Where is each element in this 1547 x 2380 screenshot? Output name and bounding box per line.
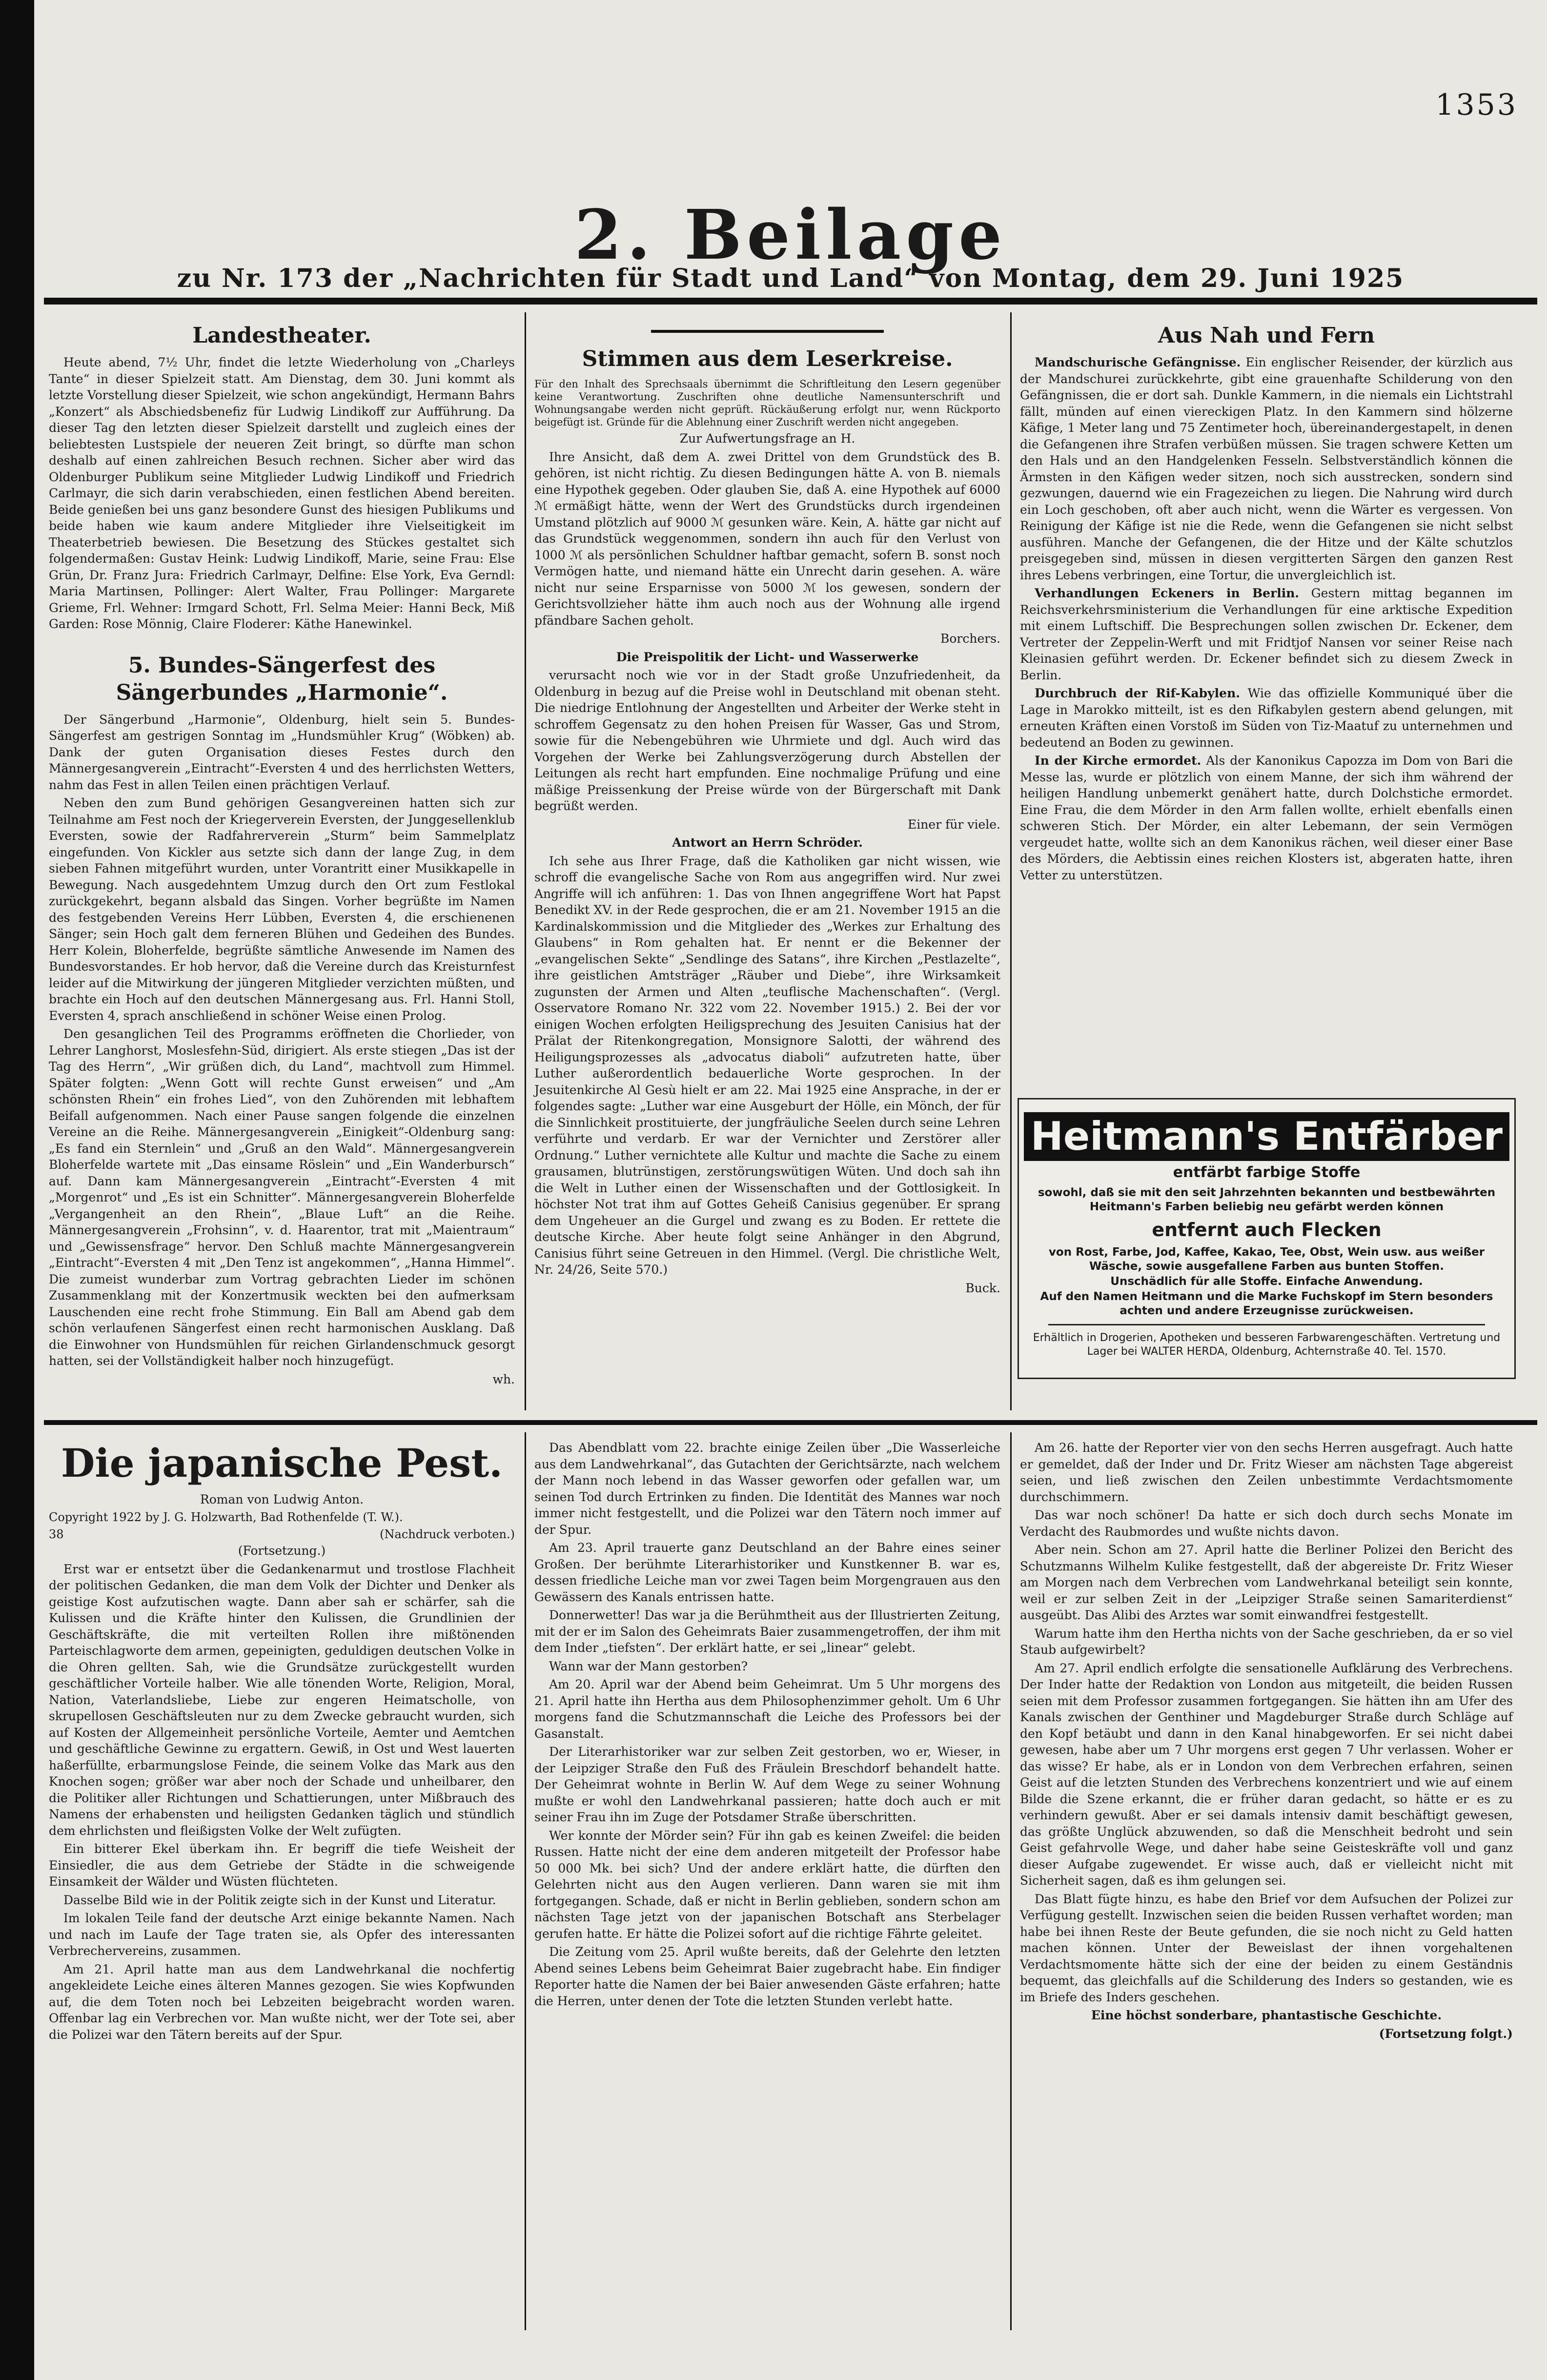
roman-divider-1 [525, 1432, 526, 2330]
item-kirche-text: Als der Kanonikus Capozza im Dom von Bari die Messe las, wurde er plötzlich von einem Manne, der sich ihm während der heiligen Handlung unbemerkt genähert hatte, durch Dolchstiche ermordet. Eine Frau, die dem Mörder in den Arm fallen wollte, erhielt ebenfalls einen schweren Stich. Der Mörder, ein alter Lebemann, der sein Vermögen vergeudet hatte, wollte sich an dem Kanonikus rächen, weil dieser einer Base des Mörders, die Aebtissin eines reichen Klosters ist, abgeraten hatte, ihren Vetter zu unterstützen. [1020, 753, 1513, 882]
stimmen-note: Für den Inhalt des Sprechsaals übernimmt die Schriftleitung den Lesern gegenüber keine Verantwortung. Zuschriften ohne deutliche Namensunterschrift und Wohnungsangabe werden nicht geprüft. Rückäußerung erfolgt nur, wenn Rückporto beigefügt ist. Gründe für die Ablehnung einer Zuschrift werden nicht angegeben. [534, 378, 1000, 428]
ad-line-3: Unschädlich für alle Stoffe. Einfache Anwendung. [1110, 1275, 1423, 1288]
ad-line-2: von Rost, Farbe, Jod, Kaffee, Kakao, Tee, Obst, Wein usw. aus weißer Wäsche, sowie ausgefallene Farben aus bunten Stoffen. [1048, 1246, 1485, 1273]
ad-line-1: sowohl, daß sie mit den seit Jahrzehnten bekannten und bestbewährten Heitmann's Farben beliebig neu gefärbt werden können [1038, 1186, 1496, 1213]
saengerfest-paragraph-3: Den gesanglichen Teil des Programms eröffneten die Chorlieder, von Lehrer Langhorst, Moslesfehn-Süd, dirigiert. Als erste stiegen „Das ist der Tag des Herrn“, „Wir grüßen dich, du Land“, machtvoll zum Himmel. Später folgten: „Wenn Gott will rechte Gunst erweisen“ und „Am schönsten Rhein“ ein frohes Lied“, von den Zuhörenden mit lebhaftem Beifall aufgenommen. Nach einer Pause sangen folgende die einzelnen Vereine an die Reihe. Männergesangverein „Einigkeit“-Oldenburg sang: „Es fand ein Sternlein“ und „Gruß an den Wald“. Männergesangverein Bloherfelde wartete mit „Das einsame Röslein“ und „Ein Wanderbursch“ auf. Dann kam Männergesangverein „Eintracht“-Eversten 4 mit „Morgenrot“ und „Es ist ein Schnitter“. Männergesangverein Bloherfelde „Vergangenheit an den Rhein“, „Blaue Luft“ an die Reihe. Männergesangverein „Frohsinn“, v. d. Haarentor, trat mit „Maientraum“ und „Gewissensfrage“ hervor. Den Schluß machte Männergesangverein „Eintracht“-Eversten 4 mit „Den Tenz ist angekommen“, „Hanna Himmel“. Die zumeist wunderbar zum Vortrag gebrachten Lieder im schönen Zusammenklang mit der Konzertmusik weckten bei den aufmerksam Lauschenden eine recht frohe Stimmung. Ein Ball am Abend gab dem schön verlaufenen Sängerfest einen recht harmonischen Ausklang. Daß die Einwohner von Hundsmühlen für reichen Girlandenschmuck gesorgt hatten, sei der Vollständigkeit halber noch hinzugefügt. [49, 1027, 515, 1368]
item-eckener-lead: Verhandlungen Eckeners in Berlin. [1035, 586, 1300, 600]
newspaper-page [34, 0, 1547, 2380]
roman-column-three [1020, 1440, 1513, 2044]
letter-preispolitik-heading: Die Preispolitik der Licht- und Wasserwerke [616, 650, 919, 664]
page-number: 1353 [1435, 88, 1518, 122]
item-rif-text: Wie das offizielle Kommuniqué über die Lage in Marokko mitteilt, ist es den Rifkabylen gestern abend gelungen, mit erneuten Kräften einen Vorstoß im Süden von Tiz-Maatuf zu unternehmen und bedeutend an Boden zu gewinnen. [1020, 686, 1513, 750]
item-gefaengnisse-lead: Mandschurische Gefängnisse. [1035, 355, 1241, 369]
roman-closing: Eine höchst sonderbare, phantastische Geschichte. [1091, 2008, 1442, 2022]
column-divider-1 [525, 312, 526, 1410]
scan-gutter [0, 0, 34, 2380]
item-rif-lead: Durchbruch der Rif-Kabylen. [1035, 686, 1240, 700]
supplement-subtitle: zu Nr. 173 der „Nachrichten für Stadt und Land“ von Montag, dem 29. Juni 1925 [177, 264, 1405, 293]
roman-c3-paragraph-1: Am 26. hatte der Reporter vier von den sechs Herren ausgefragt. Auch hatte er gemeldet, daß der Inder und Dr. Fritz Wieser am nächsten Tage abgereist seien, und ließ zwischen den Zeilen unbestimmte Verdachtsmomente durchschimmern. [1020, 1441, 1513, 1504]
roman-c3-paragraph-2: Das war noch schöner! Da hatte er sich doch durch sechs Monate im Verdacht des Raubmordes und wußte nichts davon. [1020, 1508, 1513, 1539]
roman-c2-paragraph-3: Donnerwetter! Das war ja die Berühmtheit aus der Illustrierten Zeitung, mit der er im Salon des Geheimrats Baier zusammengetroffen, der ihm mit dem Inder „tiefsten“. Der erklärt hatte, er sei „linear“ gelebt. [534, 1608, 1000, 1655]
roman-c3-paragraph-5: Am 27. April endlich erfolgte die sensationelle Aufklärung des Verbrechens. Der Inder hatte der Redaktion von London aus mitgeteilt, die beiden Russen seien mit dem Professor zusammen fortgegangen. Sie hätten ihn am Ufer des Kanals zwischen der Genthiner und Magdeburger Straße durch Schläge auf den Kopf betäubt und dann in den Kanal hinabgeworfen. Er sei nicht dabei gewesen, habe aber um 7 Uhr morgens erst gegen 7 Uhr verlassen. Woher er das wisse? Er habe, als er in London von dem Verbrechen erfahren, seinen Geist auf die letzten Stunden des Verbrechens konzentriert und wie auf einem Bilde die Szene erkannt, die er früher daran gedacht, so hätte er es zu verhindern gewußt. Aber er sei damals intensiv damit beschäftigt gewesen, das größte Unglück abzuwenden, so daß die Menschheit bedroht und sein Geist gefahrvolle Wege, und daher habe seine Geisteskräfte voll und ganz dieser Aufgabe zugewendet. Er wisse auch, daß er vielleicht nicht mit Sicherheit sagen, daß es ihm gelungen sei. [1020, 1661, 1513, 1888]
roman-top-rule [44, 1420, 1537, 1425]
letter-aufwertung-heading: Zur Aufwertungsfrage an H. [679, 431, 855, 446]
saengerfest-paragraph-1: Der Sängerbund „Harmonie“, Oldenburg, hielt sein 5. Bundes-Sängerfest am gestrigen Sonntag im „Hundsmühler Krug“ (Wöbken) ab. Dank der guten Organisation dieses Festes durch den Männergesangverein „Eintracht“-Eversten 4 und des herrlichsten Wetters, nahm das Fest in allen Teilen einen prächtigen Verlauf. [49, 712, 515, 792]
roman-to-be-continued: (Fortsetzung folgt.) [1379, 2026, 1513, 2041]
item-eckener-text: Gestern mittag begannen im Reichsverkehrsministerium die Verhandlungen für eine arktische Expedition mit einem Luftschiff. Die Besprechungen sollen zwischen Dr. Eckener, dem Vertreter der Zeppelin-Werft und mit Fridtjof Nansen vor seiner Reise nach Kleinasien geführt werden. Dr. Eckener befindet sich zu diesem Zweck in Berlin. [1020, 586, 1513, 682]
roman-c2-paragraph-6: Der Literarhistoriker war zur selben Zeit gestorben, wo er, Wieser, in der Leipziger Straße den Fuß des Fräulein Breschdorf behandelt hatte. Der Geheimrat wohnte in Berlin W. Auf dem Wege zu seiner Wohnung mußte er wohl den Landwehrkanal passieren; hatte doch auch er mit seiner Frau ihn im Zuge der Potsdamer Straße überschritten. [534, 1745, 1000, 1824]
ad-flecken: entfernt auch Flecken [1152, 1219, 1382, 1241]
ad-line-4: Auf den Namen Heitmann und die Marke Fuchskopf im Stern besonders achten und andere Erzeugnisse zurückweisen. [1040, 1290, 1493, 1317]
saengerfest-signature: wh. [492, 1372, 515, 1386]
ad-tagline: entfärbt farbige Stoffe [1173, 1164, 1361, 1181]
letter-antwort-signature: Buck. [965, 1281, 1000, 1295]
roman-c1-paragraph-4: Im lokalen Teile fand der deutsche Arzt einige bekannte Namen. Nach und nach im Laufe der Tage traten sie, als Opfer des interessanten Verbrechervereins, zusammen. [49, 1911, 515, 1958]
supplement-title: 2. Beilage [574, 195, 1007, 275]
column-two [534, 317, 1000, 1298]
section-divider [651, 330, 884, 333]
roman-column-two [534, 1440, 1000, 2011]
column-one [49, 317, 515, 1389]
saengerfest-paragraph-2: Neben den zum Bund gehörigen Gesangvereinen hatten sich zur Teilnahme am Fest noch der Kriegerverein Eversten, der Junggesellenklub Eversten, sowie der Radfahrerverein „Sturm“ beim Sammelplatz eingefunden. Von Kickler aus setzte sich dann der lange Zug, in dem sieben Fahnen mitgeführt wurden, unter Vorantritt einer Musikkapelle in Bewegung. Nach ausgedehntem Umzug durch den Ort zum Festlokal zurückgekehrt, begann alsbald das Singen. Vorher begrüßte im Namen des festgebenden Vereins Herr Lübben, Eversten 4, die erschienenen Sänger; sein Hoch galt dem ferneren Blühen und Gedeihen des Bundes. Herr Kolein, Bloherfelde, begrüßte sämtliche Anwesende im Namen des Bundesvorstandes. Er hob hervor, daß die Vereine durch das Kreisturnfest leider auf die Mitwirkung der jüngeren Mitglieder verzichten müßten, und brachte ein Hoch auf den deutschen Männergesang aus. Frl. Hanni Stoll, Eversten 4, sprach anschließend in schöner Weise einen Prolog. [49, 796, 515, 1023]
roman-c3-paragraph-4: Warum hatte ihm den Hertha nichts von der Sache geschrieben, da er so viel Staub aufgewirbelt? [1020, 1626, 1513, 1657]
nah-fern-heading: Aus Nah und Fern [1158, 323, 1375, 348]
landestheater-heading: Landestheater. [192, 323, 371, 348]
stimmen-heading: Stimmen aus dem Leserkreise. [582, 346, 953, 371]
roman-fortsetzung: (Fortsetzung.) [238, 1544, 326, 1558]
roman-c1-paragraph-1: Erst war er entsetzt über die Gedankenarmut und trostlose Flachheit der politischen Gedanken, die man dem Volk der Dichter und Denker als geistige Kost aufzutischen wagte. Dann aber sah er schärfer, sah die Kulissen und die Kräfte hinter den Kulissen, die Grundlinien der Geschäftskräfte, die mit verteilten Rollen ihre mißtönenden Parteischlagworte dem armen, gepeinigten, geduldigen deutschen Volke in die Ohren gellten. Sah, wie die Grundsätze zurückgestellt wurden geschäftlicher Vorteile halber. Wie alle tönenden Worte, Religion, Moral, Nation, Vaterlandsliebe, Liebe zur engeren Heimatscholle, von skrupellosen Geschäftsleuten nur zu dem Zwecke gebraucht wurden, sich auf Kosten der Allgemeinheit persönliche Vorteile, Aemter und Aemtchen und geschäftliche Gewinne zu ergattern. Gewiß, in Ost und West lauerten haßerfüllte, erbarmungslose Feinde, die seinem Volke das Mark aus den Knochen sogen; größer war aber noch der Schade und unheilbarer, den die Politiker aller Richtungen und Schattierungen, unter Mißbrauch des Namens der erhabensten und heiligsten Gedanken täglich und stündlich dem ehrlichsten und fleißigsten Volke der Welt zufügten. [49, 1562, 515, 1838]
roman-c2-paragraph-2: Am 23. April trauerte ganz Deutschland an der Bahre eines seiner Großen. Der berühmte Literarhistoriker und Kunstkenner B. war es, dessen friedliche Leiche man vor zwei Tagen beim Morgengrauen aus den Gewässern des Kanals entrissen hatte. [534, 1541, 1000, 1604]
roman-divider-2 [1010, 1432, 1012, 2330]
roman-c2-paragraph-5: Am 20. April war der Abend beim Geheimrat. Um 5 Uhr morgens des 21. April hatte ihn Hertha aus dem Philosophenzimmer geholt. Um 6 Uhr morgens fand die Schutzmannschaft die Leiche des Professors bei der Gasanstalt. [534, 1677, 1000, 1741]
roman-column-one [49, 1435, 515, 2045]
roman-c2-paragraph-8: Die Zeitung vom 25. April wußte bereits, daß der Gelehrte den letzten Abend seines Lebens beim Geheimrat Baier zugebracht habe. Ein findiger Reporter hatte die Namen der bei Baier anwesenden Gäste erfahren; hatte die Herren, unter denen der Tote die letzten Stunden verlebt hatte. [534, 1945, 1000, 2008]
masthead-rule [44, 298, 1537, 305]
item-kirche-lead: In der Kirche ermordet. [1035, 753, 1201, 768]
roman-c2-paragraph-7: Wer konnte der Mörder sein? Für ihn gab es keinen Zweifel: die beiden Russen. Hatte nicht der eine dem anderen mitgeteilt der Professor habe 50 000 Mk. bei sich? Und der andere erklärt hatte, die dürften den Gelehrten nicht aus den Augen verlieren. Dann waren sie mit ihm fortgegangen. Schade, daß er nicht in Berlin geblieben, sondern schon am nächsten Tage jetzt von der japanischen Botschaft ans Sterbelager gerufen hatte. Er hätte die Polizei sofort auf die richtige Fährte geleitet. [534, 1828, 1000, 1941]
roman-c2-paragraph-4: Wann war der Mann gestorben? [549, 1659, 748, 1673]
ad-line-5: Erhältlich in Drogerien, Apotheken und besseren Farbwarengeschäften. Vertretung und Lager bei WALTER HERDA, Oldenburg, Achternstraße 40. Tel. 1570. [1033, 1332, 1501, 1358]
roman-c3-paragraph-3: Aber nein. Schon am 27. April hatte die Berliner Polizei den Bericht des Schutzmanns Wilhelm Kulike festgestellt, daß der abgereiste Dr. Fritz Wieser am Morgen nach dem Verbrechen vom Landwehrkanal beteiligt sein konnte, weil er zur selben Zeit in der „Leipziger Straße seinen Samariterdienst“ ausgeübt. Das Alibi des Arztes war somit einwandfrei festgestellt. [1020, 1543, 1513, 1622]
letter-aufwertung-signature: Borchers. [940, 631, 1000, 646]
saengerfest-heading: 5. Bundes-Sängerfest des Sängerbundes „Harmonie“. [116, 652, 448, 705]
letter-preispolitik-text: verursacht noch wie vor in der Stadt große Unzufriedenheit, da Oldenburg in bezug auf die Preise wohl in Deutschland mit obenan steht. Die niedrige Entlohnung der Angestellten und Arbeiter der Werke steht in schroffem Gegensatz zu den hohen Preisen für Wasser, Gas und Strom, sowie für die Nebengebühren wie Uhrmiete und dgl. Auch wird das Vorgehen der Werke bei Zahlungsverzögerung durch Abstellen der Leitungen als recht hart empfunden. Eine nochmalige Prüfung und eine mäßige Preissenkung der Preise würde von der Bürgerschaft mit Dank begrüßt werden. [534, 668, 1000, 813]
landestheater-text: Heute abend, 7½ Uhr, findet die letzte Wiederholung von „Charleys Tante“ in dieser Spielzeit statt. Am Dienstag, dem 30. Juni kommt als letzte Vorstellung dieser Spielzeit, wie schon angekündigt, Hermann Bahrs „Konzert“ als Abschiedsbenefiz für Ludwig Lindikoff zur Aufführung. Da dieser Tag den letzten dieser Spielzeit darstellt und zugleich eines der beliebtesten Lustspiele der neueren Zeit bringt, so dürfte man schon deshalb auf einen zahlreichen Besuch rechnen. Sicher aber wird das Oldenburger Publikum seine Mitglieder Ludwig Lindikoff und Friedrich Carlmayr, die sich darin verabschieden, einen festlichen Abend bereiten. Beide genießen bei uns ganz besondere Gunst des hiesigen Publikums und beide haben wie kaum andere Mitglieder ihre Vielseitigkeit im Theaterbetrieb bewiesen. Die Besetzung des Stückes gestaltet sich folgendermaßen: Gustav Heink: Ludwig Lindikoff, Marie, seine Frau: Else Grün, Dr. Franz Jura: Friedrich Carlmayr, Delfine: Else York, Eva Gerndl: Maria Martinsen, Pollinger: Alert Walter, Frau Pollinger: Margarete Grieme, Frl. Wehner: Irmgard Schott, Frl. Selma Meier: Hanni Beck, Miß Garden: Rose Mönnig, Claire Floderer: Käthe Hanewinkel. [49, 355, 515, 631]
column-three [1020, 317, 1513, 885]
ad-divider [1048, 1324, 1485, 1325]
letter-aufwertung-text: Ihre Ansicht, daß dem A. zwei Drittel von dem Grundstück des B. gehören, ist nicht richtig. Zu diesen Bedingungen hätte A. von B. niemals eine Hypothek gegeben. Oder glauben Sie, daß A. eine Hypothek auf 6000 ℳ ermäßigt hätte, wenn der Wert des Grundstücks durch irgendeinen Umstand plötzlich auf 9000 ℳ gesunken wäre. Kein, A. hätte gar nicht auf das Grundstück weggenommen, sondern ihn auch für den Verlust von 1000 ℳ als persönlichen Schuldner haftbar gemacht, sofern B. sonst noch Vermögen hatte, und niemand hätte ein Unrecht darin gesehen. A. wäre nicht nur seine Ersparnisse von 5000 ℳ los gewesen, sondern der Gerichtsvollzieher hätte ihm auch noch aus der Wohnung alle irgend pfändbare Sachen geholt. [534, 449, 1000, 628]
heitmann-advertisement [1018, 1098, 1516, 1379]
ad-title: Heitmann's Entfärber [1024, 1112, 1509, 1161]
roman-author: Roman von Ludwig Anton. [200, 1492, 364, 1506]
letter-preispolitik-signature: Einer für viele. [908, 817, 1000, 832]
roman-c1-paragraph-3: Dasselbe Bild wie in der Politik zeigte sich in der Kunst und Literatur. [63, 1892, 496, 1907]
roman-nachdruck: (Nachdruck verboten.) [380, 1527, 515, 1541]
roman-c2-paragraph-1: Das Abendblatt vom 22. brachte einige Zeilen über „Die Wasserleiche aus dem Landwehrkanal“, das Gutachten der Gerichtsärzte, nach welchem der Mann noch lebend in das Wasser geworfen oder gefallen war, um seinen Tod durch Ertrinken zu finden. Die Identität des Mannes war noch immer nicht festgestellt, und die Polizei war den Tätern noch immer auf der Spur. [534, 1441, 1000, 1537]
roman-heading: Die japanische Pest. [61, 1440, 503, 1486]
column-divider-2 [1010, 312, 1012, 1410]
roman-c1-paragraph-2: Ein bitterer Ekel überkam ihn. Er begriff die tiefe Weisheit der Einsiedler, die aus dem Getriebe der Städte in die schweigende Einsamkeit der Wälder und Wüsten flüchteten. [49, 1842, 515, 1889]
roman-c3-paragraph-6: Das Blatt fügte hinzu, es habe den Brief vor dem Aufsuchen der Polizei zur Verfügung gestellt. Inzwischen seien die beiden Russen verhaftet worden; man habe bei ihnen Reste der Beute gefunden, die sie noch nicht zu Geld hatten machen können. Unter der Beweislast der ihnen vorgehaltenen Verdachtsmomente hätte sich der eine der beiden zu einem Geständnis bequemt, das gleichfalls auf die Schilderung des Inders so gestanden, wie es im Briefe des Inders geschehen. [1020, 1892, 1513, 2004]
item-gefaengnisse-text: Ein englischer Reisender, der kürzlich aus der Mandschurei zurückkehrte, gibt eine grauenhafte Schilderung von den Gefängnissen, die er dort sah. Dunkle Kammern, in die niemals ein Lichtstrahl fällt, münden auf einen viereckigen Platz. In den Kammern sind hölzerne Käfige, 1 Meter lang und 75 Zentimeter hoch, übereinandergestapelt, in denen die Gefangenen ihre Strafen verbüßen müssen. Sie tragen schwere Ketten um den Hals und an den Handgelenken Fesseln. Selbstverständlich können die Ärmsten in den Käfigen weder sitzen, noch sich ausstrecken, sondern sind gezwungen, dauernd wie ein Fragezeichen zu liegen. Die Nahrung wird durch ein Loch geschoben, oft aber auch nicht, wenn die Wärter es vergessen. Von Reinigung der Käfige ist nie die Rede, wenn die Gefangenen sie nicht selbst ausführen. Manche der Gefangenen, die der Hitze und der Kälte schutzlos preisgegeben sind, müssen in diesen vergitterten Särgen den ganzen Rest ihres Lebens verbringen, eine Tortur, die unvergleichlich ist. [1020, 355, 1513, 582]
roman-copyright: Copyright 1922 by J. G. Holzwarth, Bad Rothenfelde (T. W.). [49, 1510, 403, 1524]
letter-antwort-heading: Antwort an Herrn Schröder. [672, 835, 863, 850]
letter-antwort-text: Ich sehe aus Ihrer Frage, daß die Katholiken gar nicht wissen, wie schroff die evangelische Sache von Rom aus angegriffen wird. Nur zwei Angriffe will ich anführen: 1. Das von Ihnen angegriffene Wort hat Papst Benedikt XV. in der Rede gesprochen, die er am 21. November 1915 an die Kardinalskommission und die Mitglieder des „Werkes zur Erhaltung des Glaubens“ in Rom gehalten hat. Er nennt er die Bekenner der „evangelischen Sekte“ „Sendlinge des Satans“, ihre Kirchen „Pestlazelte“, ihre geistlichen Amtsträger „Räuber und Diebe“, ihre Wirksamkeit zugunsten der Armen und Alten „teuflische Machenschaften“. (Vergl. Osservatore Romano Nr. 322 vom 22. November 1915.) 2. Bei der vor einigen Wochen erfolgten Heiligsprechung des Jesuiten Canisius hat der Prälat der Ritenkongregation, Monsignore Salotti, der während des Heiligungsprozesses als „advocatus diaboli“ aufzutreten hatte, über Luther außerordentlich bedauerliche Worte gesprochen. In der Jesuitenkirche Al Gesù hielt er am 22. Mai 1925 eine Ansprache, in der er folgendes sagte: „Luther war eine Ausgeburt der Hölle, ein Mönch, der für die Sinnlichkeit prostituierte, der jungfräuliche Seelen durch seine Lehren verführte und verdarb. Er war der Vernichter und Zerstörer aller Ordnung.“ Luther vernichtete alle Kultur und machte die Sache zu einem grausamen, blutrünstigen, zerstörungswütigen Wüten. Und doch sah ihn die Welt in Luther einen der Wissenschaften und der Gottlosigkeit. In höchster Not trat ihm auf Gottes Geheiß Canisius gegenüber. Er sprang dem Ungeheuer an die Gurgel und zwang es zu Boden. Er rettete die deutsche Kirche. Aber heute folgt seine Anhänger in den Abgrund, Canisius führt seine Getreuen in den Himmel. (Vergl. Die christliche Welt, Nr. 24/26, Seite 570.) [534, 854, 1000, 1277]
roman-installment-number: 38 [49, 1527, 64, 1541]
roman-c1-paragraph-5: Am 21. April hatte man aus dem Landwehrkanal die nochfertig angekleidete Leiche eines älteren Mannes gezogen. Sie wies Kopfwunden auf, die dem Toten noch bei Lebzeiten beigebracht worden waren. Offenbar lag ein Verbrechen vor. Man wußte nicht, wer der Tote sei, aber die Polizei war den Tätern bereits auf der Spur. [49, 1962, 515, 2042]
